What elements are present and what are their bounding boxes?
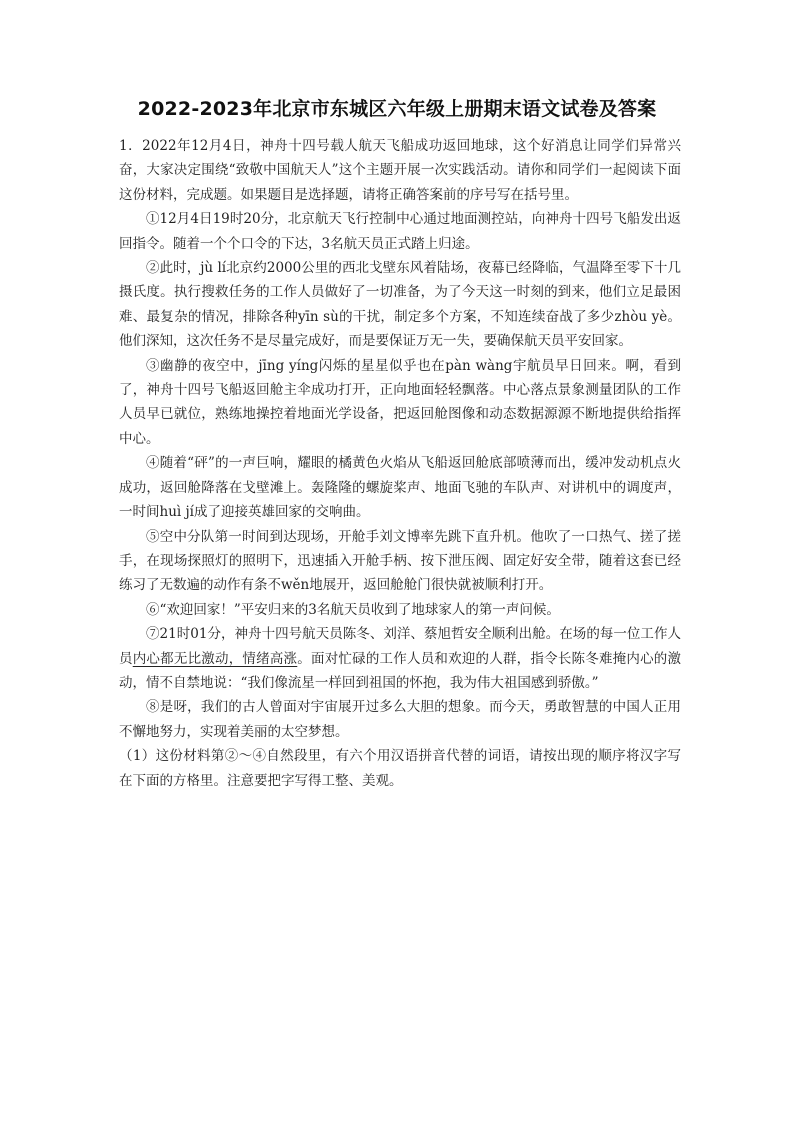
paragraph-7 [119, 622, 681, 695]
underlined-phrase: 内心都无比激动，情绪高涨 [132, 650, 298, 667]
question-1 [119, 134, 681, 793]
paragraph-5: ⑤空中分队第一时间到达现场，开舱手刘文博率先跳下直升机。他吹了一口热气、搓了搓手，在现场探照灯的照明下，迅速插入开舱手柄、按下泄压阀、固定好安全带，随着这套已经练习了无数遍的动作有条不wěn地展开，返回舱舱门很快就被顺利打开。 [119, 528, 681, 594]
paragraph-8: ⑧是呀，我们的古人曾面对宇宙展开过多么大胆的想象。而今天，勇敢智慧的中国人正用不懈地努力，实现着美丽的太空梦想。 [119, 699, 681, 740]
paragraph-6: ⑥“欢迎回家！”平安归来的3名航天员收到了地球家人的第一声问候。 [146, 601, 560, 618]
paragraph-7-text-before: ⑦21时01分，神舟十四号航天员陈冬、刘洋、蔡旭哲安全顺利出舱。在场的每一位工作人员 [119, 626, 681, 667]
sub-question-1: （1）这份材料第②～④自然段里，有六个用汉语拼音代替的词语，请按出现的顺序将汉字写在下面的方格里。注意要把字写得工整、美观。 [119, 748, 681, 789]
paragraph-4: ④随着“砰”的一声巨响，耀眼的橘黄色火焰从飞船返回舱底部喷薄而出，缓冲发动机点火成功，返回舱降落在戈壁滩上。轰隆隆的螺旋桨声、地面飞驰的车队声、对讲机中的调度声，一时间huì jí成了迎接英雄回家的交响曲。 [119, 455, 681, 521]
paragraph-3: ③幽静的夜空中，jīng yíng闪烁的星星似乎也在pàn wàng宇航员早日回来。啊，看到了，神舟十四号飞船返回舱主伞成功打开，正向地面轻轻飘落。中心落点景象测量团队的工作人员早已就位，熟练地操控着地面光学设备，把返回舱图像和动态数据源源不断地提供给指挥中心。 [119, 357, 681, 447]
paragraph-2: ②此时，jù lí北京约2000公里的西北戈壁东风着陆场，夜幕已经降临，气温降至零下十几摄氏度。执行搜救任务的工作人员做好了一切准备，为了今天这一时刻的到来，他们立足最困难、最复杂的情况，排除各种yīn sù的干扰，制定多个方案，不知连续奋战了多少zhòu yè。他们深知，这次任务不是尽量完成好，而是要保证万无一失，要确保航天员平安回家。 [119, 260, 681, 350]
question-intro: 1．2022年12月4日，神舟十四号载人航天飞船成功返回地球，这个好消息让同学们异常兴奋，大家决定围绕“致敬中国航天人”这个主题开展一次实践活动。请你和同学们一起阅读下面这份材料，完成题。如果题目是选择题，请将正确答案前的序号写在括号里。 [119, 138, 681, 203]
paragraph-7-text-after: 。面对忙碌的工作人员和欢迎的人群，指令长陈冬难掩内心的激动，情不自禁地说：“我们像流星一样回到祖国的怀抱，我为伟大祖国感到骄傲。” [119, 650, 682, 691]
document-title: 2022-2023年北京市东城区六年级上册期末语文试卷及答案 [137, 98, 657, 120]
paragraph-1: ①12月4日19时20分，北京航天飞行控制中心通过地面测控站，向神舟十四号飞船发出返回指令。随着一个个口令的下达，3名航天员正式踏上归途。 [119, 211, 681, 252]
